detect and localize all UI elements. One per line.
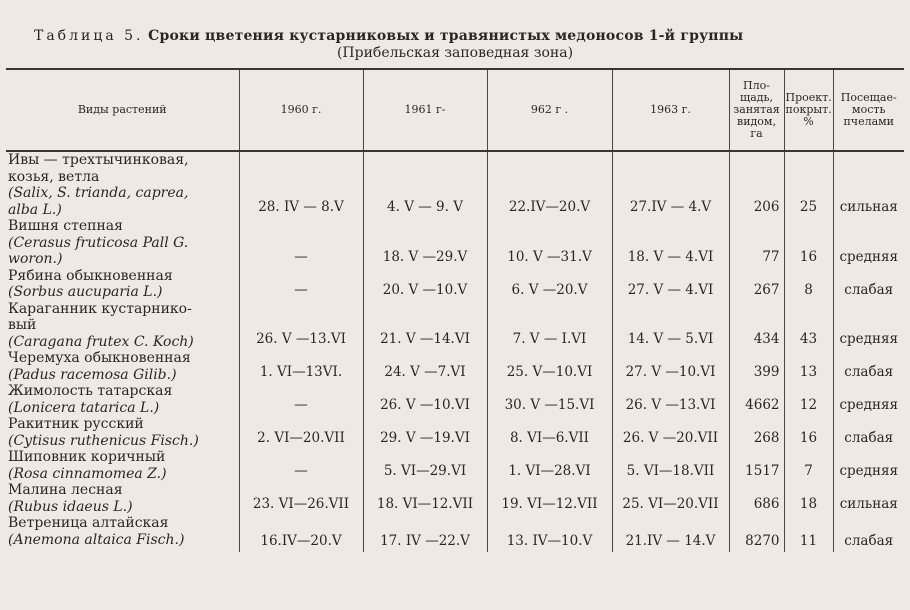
col-1960: 1960 г. xyxy=(239,69,363,151)
period-1960: 26. V —13.VI xyxy=(239,301,363,351)
period-1960: 1. VI—13VI. xyxy=(239,350,363,383)
table-row xyxy=(6,301,904,351)
table-row xyxy=(6,515,904,552)
area-value: 206 xyxy=(729,151,784,218)
species-cell xyxy=(6,383,239,416)
period-1963: 21.IV — 14.V xyxy=(612,515,729,552)
period-1961: 5. VI—29.VI xyxy=(363,449,487,482)
period-1963: 25. VI—20.VII xyxy=(612,482,729,515)
area-value: 399 xyxy=(729,350,784,383)
species-latin: (Cerasus fruticosa Pall G. xyxy=(8,234,189,251)
period-1960: 23. VI—26.VII xyxy=(239,482,363,515)
period-1962: 25. V—10.VI xyxy=(487,350,612,383)
period-1960: 28. IV — 8.V xyxy=(239,151,363,218)
species-name: вый xyxy=(8,317,37,333)
visit-value: средняя xyxy=(833,218,904,268)
species-cell xyxy=(6,151,239,218)
cover-value: 13 xyxy=(784,350,833,383)
period-1963: 26. V —13.VI xyxy=(612,383,729,416)
table-body xyxy=(6,151,904,552)
period-1961: 20. V —10.V xyxy=(363,268,487,301)
period-1960: — xyxy=(239,383,363,416)
col-visit: Посещае- мость пчелами xyxy=(833,69,904,151)
species-latin: (Sorbus aucuparia L.) xyxy=(8,284,163,300)
period-1962: 8. VI—6.VII xyxy=(487,416,612,449)
species-name: Ивы — трехтычинковая, xyxy=(8,152,189,168)
visit-value: слабая xyxy=(833,268,904,301)
species-cell xyxy=(6,218,239,268)
table-row xyxy=(6,416,904,449)
period-1962: 10. V —31.V xyxy=(487,218,612,268)
visit-value: средняя xyxy=(833,383,904,416)
visit-value: сильная xyxy=(833,151,904,218)
col-1961: 1961 г- xyxy=(363,69,487,151)
period-1960: 2. VI—20.VII xyxy=(239,416,363,449)
species-name: Шиповник коричный xyxy=(8,449,166,465)
species-name: Ракитник русский xyxy=(8,416,144,432)
area-value: 686 xyxy=(729,482,784,515)
species-latin: (Caragana frutex C. Koch) xyxy=(8,333,194,350)
species-latin: (Cytisus ruthenicus Fisch.) xyxy=(8,432,199,449)
cover-value: 11 xyxy=(784,515,833,552)
species-latin: alba L.) xyxy=(8,201,62,218)
species-name: Рябина обыкновенная xyxy=(8,267,173,284)
period-1960: — xyxy=(239,449,363,482)
period-1962: 1. VI—28.VI xyxy=(487,449,612,482)
species-name: Жимолость татарская xyxy=(8,383,173,399)
area-value: 434 xyxy=(729,301,784,351)
species-name: Вишня степная xyxy=(8,218,123,234)
cover-value: 8 xyxy=(784,268,833,301)
area-value: 267 xyxy=(729,268,784,301)
cover-value: 18 xyxy=(784,482,833,515)
period-1961: 29. V —19.VI xyxy=(363,416,487,449)
species-cell xyxy=(6,416,239,449)
col-species: Виды растений xyxy=(77,103,167,116)
species-name: Ветреница алтайская xyxy=(8,515,169,531)
species-name: Черемуха обыкновенная xyxy=(8,350,191,366)
period-1961: 4. V — 9. V xyxy=(363,151,487,218)
period-1963: 27. V — 4.VI xyxy=(612,268,729,301)
table-row xyxy=(6,218,904,268)
period-1961: 18. VI—12.VII xyxy=(363,482,487,515)
table-row xyxy=(6,151,904,218)
visit-value: средняя xyxy=(833,301,904,351)
period-1962: 19. VI—12.VII xyxy=(487,482,612,515)
visit-value: сильная xyxy=(833,482,904,515)
period-1961: 18. V —29.V xyxy=(363,218,487,268)
period-1961: 26. V —10.VI xyxy=(363,383,487,416)
cover-value: 16 xyxy=(784,416,833,449)
col-cover: Проект. покрыт. % xyxy=(784,69,833,151)
period-1962: 7. V — I.VI xyxy=(487,301,612,351)
species-latin: (Rosa cinnamomea Z.) xyxy=(8,465,167,482)
species-latin: (Padus racemosa Gilib.) xyxy=(8,366,177,383)
cover-value: 43 xyxy=(784,301,833,351)
table-row xyxy=(6,383,904,416)
table-heading: Сроки цветения кустарниковых и травянистых медоносов 1-й группы xyxy=(148,28,744,44)
species-cell xyxy=(6,449,239,482)
visit-value: средняя xyxy=(833,449,904,482)
period-1960: — xyxy=(239,218,363,268)
period-1963: 18. V — 4.VI xyxy=(612,218,729,268)
species-latin: woron.) xyxy=(8,251,63,267)
period-1963: 27.IV — 4.V xyxy=(612,151,729,218)
table-number: Таблица 5. xyxy=(34,28,144,44)
table-row xyxy=(6,482,904,515)
table-subtitle: (Прибельская заповедная зона) xyxy=(336,45,574,61)
area-value: 268 xyxy=(729,416,784,449)
area-value: 4662 xyxy=(729,383,784,416)
cover-value: 16 xyxy=(784,218,833,268)
period-1960: 16.IV—20.V xyxy=(239,515,363,552)
period-1962: 30. V —15.VI xyxy=(487,383,612,416)
area-value: 8270 xyxy=(729,515,784,552)
period-1962: 6. V —20.V xyxy=(487,268,612,301)
period-1963: 26. V —20.VII xyxy=(612,416,729,449)
species-name: Малина лесная xyxy=(8,482,123,498)
species-cell xyxy=(6,268,239,301)
period-1961: 24. V —7.VI xyxy=(363,350,487,383)
header-row xyxy=(6,69,904,151)
species-cell xyxy=(6,301,239,351)
species-latin: (Rubus idaeus L.) xyxy=(8,498,133,515)
period-1962: 13. IV—10.V xyxy=(487,515,612,552)
flowering-table xyxy=(6,68,904,552)
visit-value: слабая xyxy=(833,416,904,449)
cover-value: 25 xyxy=(784,151,833,218)
table-row xyxy=(6,268,904,301)
cover-value: 7 xyxy=(784,449,833,482)
period-1963: 27. V —10.VI xyxy=(612,350,729,383)
visit-value: слабая xyxy=(833,350,904,383)
period-1961: 21. V —14.VI xyxy=(363,301,487,351)
area-value: 77 xyxy=(729,218,784,268)
species-name: козья, ветла xyxy=(8,168,100,185)
species-name: Караганник кустарнико- xyxy=(8,300,192,317)
table-title xyxy=(34,28,894,44)
visit-value: слабая xyxy=(833,515,904,552)
table-row xyxy=(6,350,904,383)
period-1963: 5. VI—18.VII xyxy=(612,449,729,482)
species-cell xyxy=(6,350,239,383)
period-1963: 14. V — 5.VI xyxy=(612,301,729,351)
period-1960: — xyxy=(239,268,363,301)
species-cell xyxy=(6,515,239,552)
period-1962: 22.IV—20.V xyxy=(487,151,612,218)
col-1962: 962 г . xyxy=(487,69,612,151)
cover-value: 12 xyxy=(784,383,833,416)
species-cell xyxy=(6,482,239,515)
species-latin: (Lonicera tatarica L.) xyxy=(8,399,160,416)
species-latin: (Anemona altaica Fisch.) xyxy=(8,531,185,548)
period-1961: 17. IV —22.V xyxy=(363,515,487,552)
col-1963: 1963 г. xyxy=(612,69,729,151)
table-row xyxy=(6,449,904,482)
col-area: Пло- щадь, занятая видом, га xyxy=(729,69,784,151)
area-value: 1517 xyxy=(729,449,784,482)
species-latin: (Salix, S. trianda, caprea, xyxy=(8,185,189,201)
